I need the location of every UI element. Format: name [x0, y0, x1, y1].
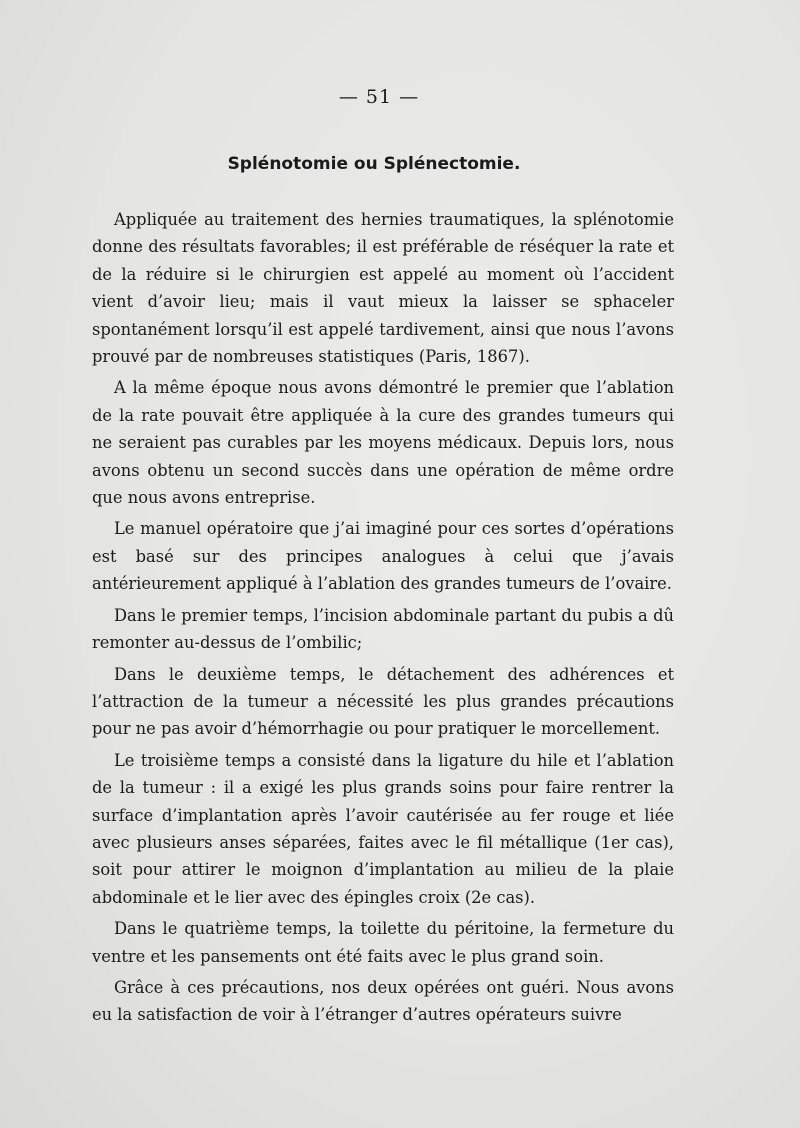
paragraph: Grâce à ces précautions, nos deux opérées ont guéri. Nous avons eu la satisfaction de voir à l’étranger d’autres opérateurs suivre	[92, 977, 674, 1025]
paragraph: Appliquée au traitement des hernies traumatiques, la splénotomie donne des résultats favorables; il est préférable de réséquer la rate et de la réduire si le chirurgien est appelé au moment où l’accident vient d’avoir lieu; mais il vaut mieux la laisser se sphaceler spontanément lorsqu’il est appelé tardivement, ainsi que nous l’avons prouvé par de nombreuses statistiques (Paris, 1867).	[92, 210, 674, 367]
paragraph: Dans le premier temps, l’incision abdominale partant du pubis a dû remonter au-dessus de l’ombilic;	[92, 605, 674, 653]
section-title: Splénotomie ou Splénectomie.	[227, 154, 521, 174]
paragraph: Le troisième temps a consisté dans la ligature du hile et l’ablation de la tumeur : il a exigé les plus grands soins pour faire rentrer la surface d’implantation après l’avoir cautérisée au fer rouge et liée avec plusieurs anses séparées, faites avec le fil métallique (1er cas), soit pour attirer le moignon d’implantation au milieu de la plaie abdominale et le lier avec des épingles croix (2e cas).	[92, 750, 674, 907]
paragraph: Le manuel opératoire que j’ai imaginé pour ces sortes d’opérations est basé sur des principes analogues à celui que j’avais antérieurement appliqué à l’ablation des grandes tumeurs de l’ovaire.	[92, 519, 674, 594]
body-text	[92, 206, 674, 1029]
paragraph: Dans le quatrième temps, la toilette du péritoine, la fermeture du ventre et les pansements ont été faits avec le plus grand soin.	[92, 919, 674, 966]
paragraph: Dans le deuxième temps, le détachement des adhérences et l’attraction de la tumeur a nécessité les plus grandes précautions pour ne pas avoir d’hémorrhagie ou pour pratiquer le morcellement.	[92, 664, 674, 739]
paragraph: A la même époque nous avons démontré le premier que l’ablation de la rate pouvait être appliquée à la cure des grandes tumeurs qui ne seraient pas curables par les moyens médicaux. Depuis lors, nous avons obtenu un second succès dans une opération de même ordre que nous avons entreprise.	[92, 378, 674, 508]
page-number: — 51 —	[338, 86, 420, 108]
